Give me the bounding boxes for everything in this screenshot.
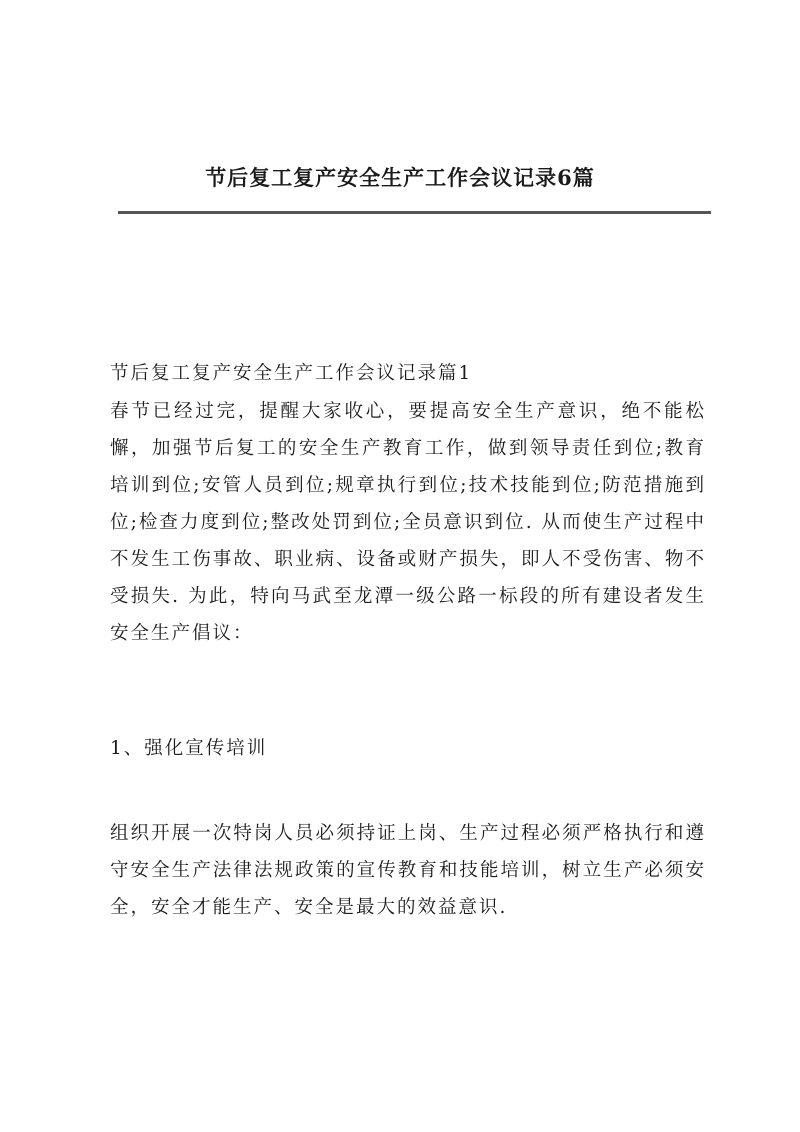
section-heading-text: 节后复工复产安全生产工作会议记录篇1 [110, 363, 473, 384]
item-heading-text: 1、强化宣传培训 [110, 738, 268, 759]
item-body [110, 815, 706, 926]
section-heading [110, 355, 706, 392]
document-title: 节后复工复产安全生产工作会议记录6篇 [205, 165, 595, 190]
item-body-text: 组织开展一次特岗人员必须持证上岗、生产过程必须严格执行和遵守安全生产法律法规政策的宣传教育和技能培训，树立生产必须安全，安全才能生产、安全是最大的效益意识. [110, 823, 706, 918]
intro-paragraph-text: 春节已经过完，提醒大家收心，要提高安全生产意识，绝不能松懈，加强节后复工的安全生产教育工作，做到领导责任到位;教育培训到位;安管人员到位;规章执行到位;技术技能到位;防范措施到位;检查力度到位;整改处罚到位;全员意识到位. 从而使生产过程中不发生工伤事故、职业病、设备或财产损失，即人不受伤害、物不受损失. 为此，特向马武至龙潭一级公路一标段的所有建设者发生安全生产倡议： [110, 401, 706, 644]
item-heading [110, 730, 706, 767]
intro-paragraph [110, 393, 706, 652]
title-divider [118, 211, 711, 214]
